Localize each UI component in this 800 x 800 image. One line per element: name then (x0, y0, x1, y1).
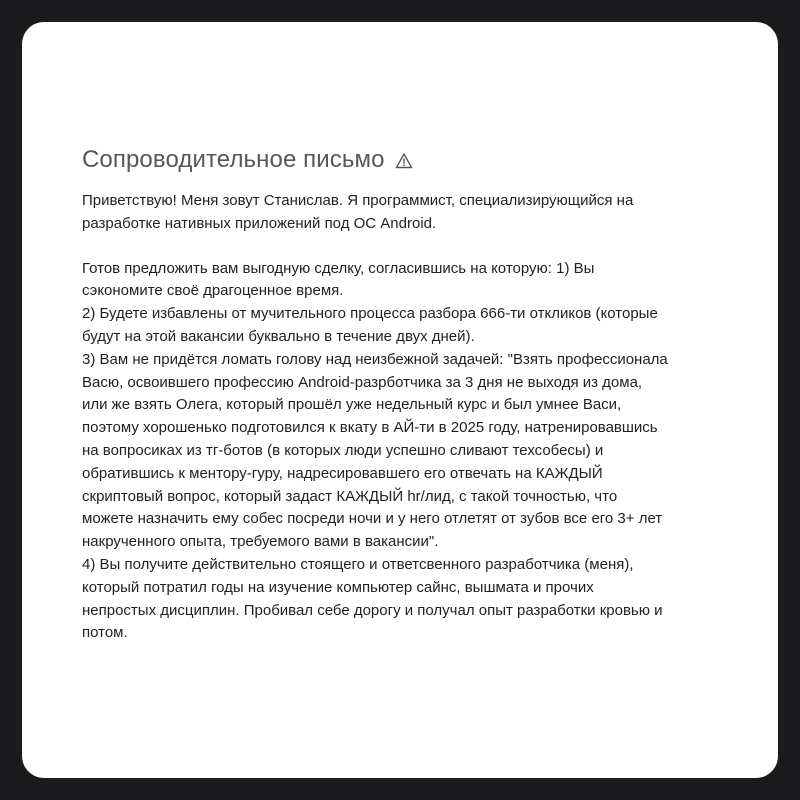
body-line: сэкономите своё драгоценное время. (82, 282, 344, 300)
body-line: Приветствую! Меня зовут Станислав. Я программист, специализирующийся на (82, 192, 634, 209)
body-line: обратившись к ментору-гуру, надресировавшего его отвечать на КАЖДЫЙ (82, 464, 603, 482)
body-line: можете назначить ему собес посреди ночи и у него отлетят от зубов все его 3+ лет (82, 510, 663, 528)
body-line: или же взять Олега, который прошёл уже недельный курс и был умнее Васи, (82, 396, 622, 414)
paragraph-gap (82, 236, 722, 258)
warning-icon (395, 152, 413, 170)
body-line: накрученного опыта, требуемого вами в вакансии". (82, 533, 439, 551)
body-line: скриптовый вопрос, который задаст КАЖДЫЙ hr/лид, с такой точностью, что (82, 487, 618, 505)
body-line: поэтому хорошенько подготовился к вкату в АЙ-ти в 2025 году, натренировавшись (82, 419, 658, 437)
body-line: который потратил годы на изучение компьютер сайнс, вышмата и прочих (82, 578, 594, 596)
body-line: будут на этой вакансии буквально в течение двух дней). (82, 327, 475, 345)
body-line: потом. (82, 624, 128, 642)
body-line: на вопросиках из тг-ботов (в которых люди успешно сливают техсобесы) и (82, 441, 604, 459)
body-line: 4) Вы получите действительно стоящего и ответсвенного разработчика (меня), (82, 555, 634, 573)
body-line: непростых дисциплин. Пробивал себе дорогу и получал опыт разработки кровью и (82, 601, 663, 619)
cover-letter-title: Сопроводительное письмо (82, 146, 385, 173)
body-line: 3) Вам не придётся ломать голову над неизбежной задачей: "Взять профессионала (82, 350, 668, 368)
body-line: разработке нативных приложений под ОС Android. (82, 214, 437, 232)
body-line: 2) Будете избавлены от мучительного процесса разбора 666-ти откликов (которые (82, 305, 658, 323)
cover-letter-card (22, 22, 778, 778)
title-row (82, 146, 722, 174)
body-line: Васю, освоившего профессию Android-разрботчика за 3 дня не выходя из дома, (82, 373, 643, 391)
cover-letter-body (82, 190, 722, 645)
cover-letter-content (82, 146, 722, 645)
body-line: Готов предложить вам выгодную сделку, согласившись на которую: 1) Вы (82, 259, 595, 277)
